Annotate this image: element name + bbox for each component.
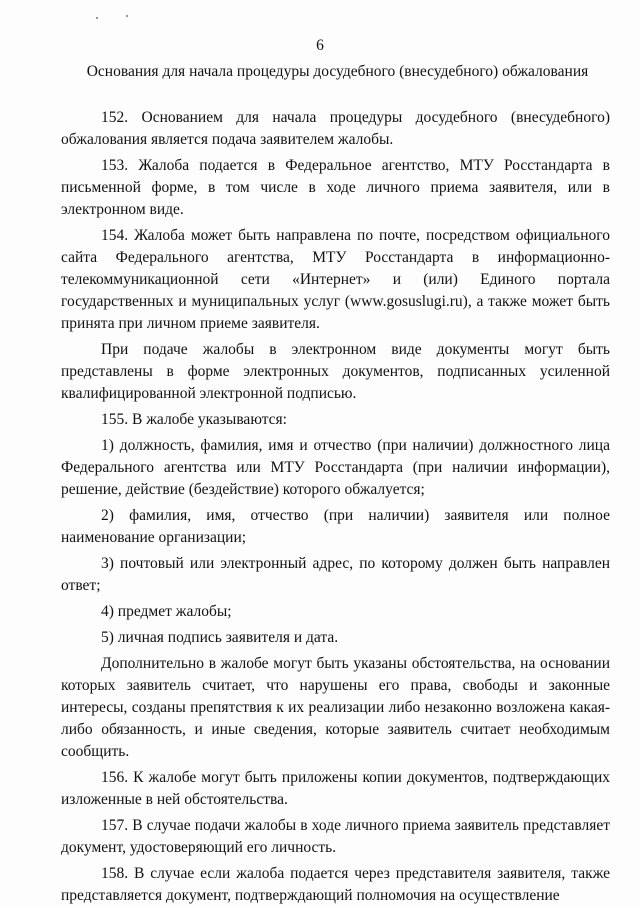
paragraph-154: 154. Жалоба может быть направлена по почте, посредством официального сайта Федерального агентства, МТУ Росстандарта в информационно-телекоммуникационной сети «Интернет» и (или) Единого портала государственных и муниципальных услуг (www.gosuslugi.ru), а также может быть принята при личном приеме заявителя. (61, 227, 610, 332)
list-item-5: 5) личная подпись заявителя и дата. (101, 629, 339, 646)
paragraph-153: 153. Жалоба подается в Федеральное агентство, МТУ Росстандарта в письменной форме, в том числе в ходе личного приема заявителя, или в электронном виде. (61, 157, 610, 218)
scan-speck (96, 17, 98, 19)
list-item-1: 1) должность, фамилия, имя и отчество (при наличии) должностного лица Федерального агентства или МТУ Росстандарта (при наличии информации), решение, действие (бездействие) которого обжалуется; (61, 437, 610, 498)
paragraph-155: 155. В жалобе указываются: (101, 411, 287, 428)
page-number: 6 (316, 37, 324, 54)
paragraph-157: 157. В случае подачи жалобы в ходе личного приема заявитель представляет документ, удостоверяющий его личность. (61, 817, 610, 856)
list-item-4: 4) предмет жалобы; (101, 603, 232, 620)
paragraph-additional-info: Дополнительно в жалобе могут быть указаны обстоятельства, на основании которых заявитель считает, что нарушены его права, свободы и законные интересы, созданы препятствия к их реализации либо незаконно возложена какая-либо обязанность, и иные сведения, которые заявитель считает необходимым сообщить. (61, 655, 610, 760)
list-item-2: 2) фамилия, имя, отчество (при наличии) заявителя или полное наименование организации; (61, 507, 610, 546)
paragraph-152: 152. Основанием для начала процедуры досудебного (внесудебного) обжалования является подача заявителем жалобы. (61, 109, 610, 148)
paragraph-158: 158. В случае если жалоба подается через представителя заявителя, также представляется документ, подтверждающий полномочия на осуществление (61, 865, 610, 904)
scan-speck (126, 15, 128, 17)
paragraph-156: 156. К жалобе могут быть приложены копии документов, подтверждающих изложенные в ней обстоятельства. (61, 769, 610, 808)
section-heading: Основания для начала процедуры досудебного (внесудебного) обжалования (86, 63, 589, 80)
document-body (61, 107, 610, 911)
paragraph-electronic-submission: При подаче жалобы в электронном виде документы могут быть представлены в форме электронных документов, подписанных усиленной квалифицированной электронной подписью. (61, 341, 610, 402)
list-item-3: 3) почтовый или электронный адрес, по которому должен быть направлен ответ; (61, 555, 610, 594)
